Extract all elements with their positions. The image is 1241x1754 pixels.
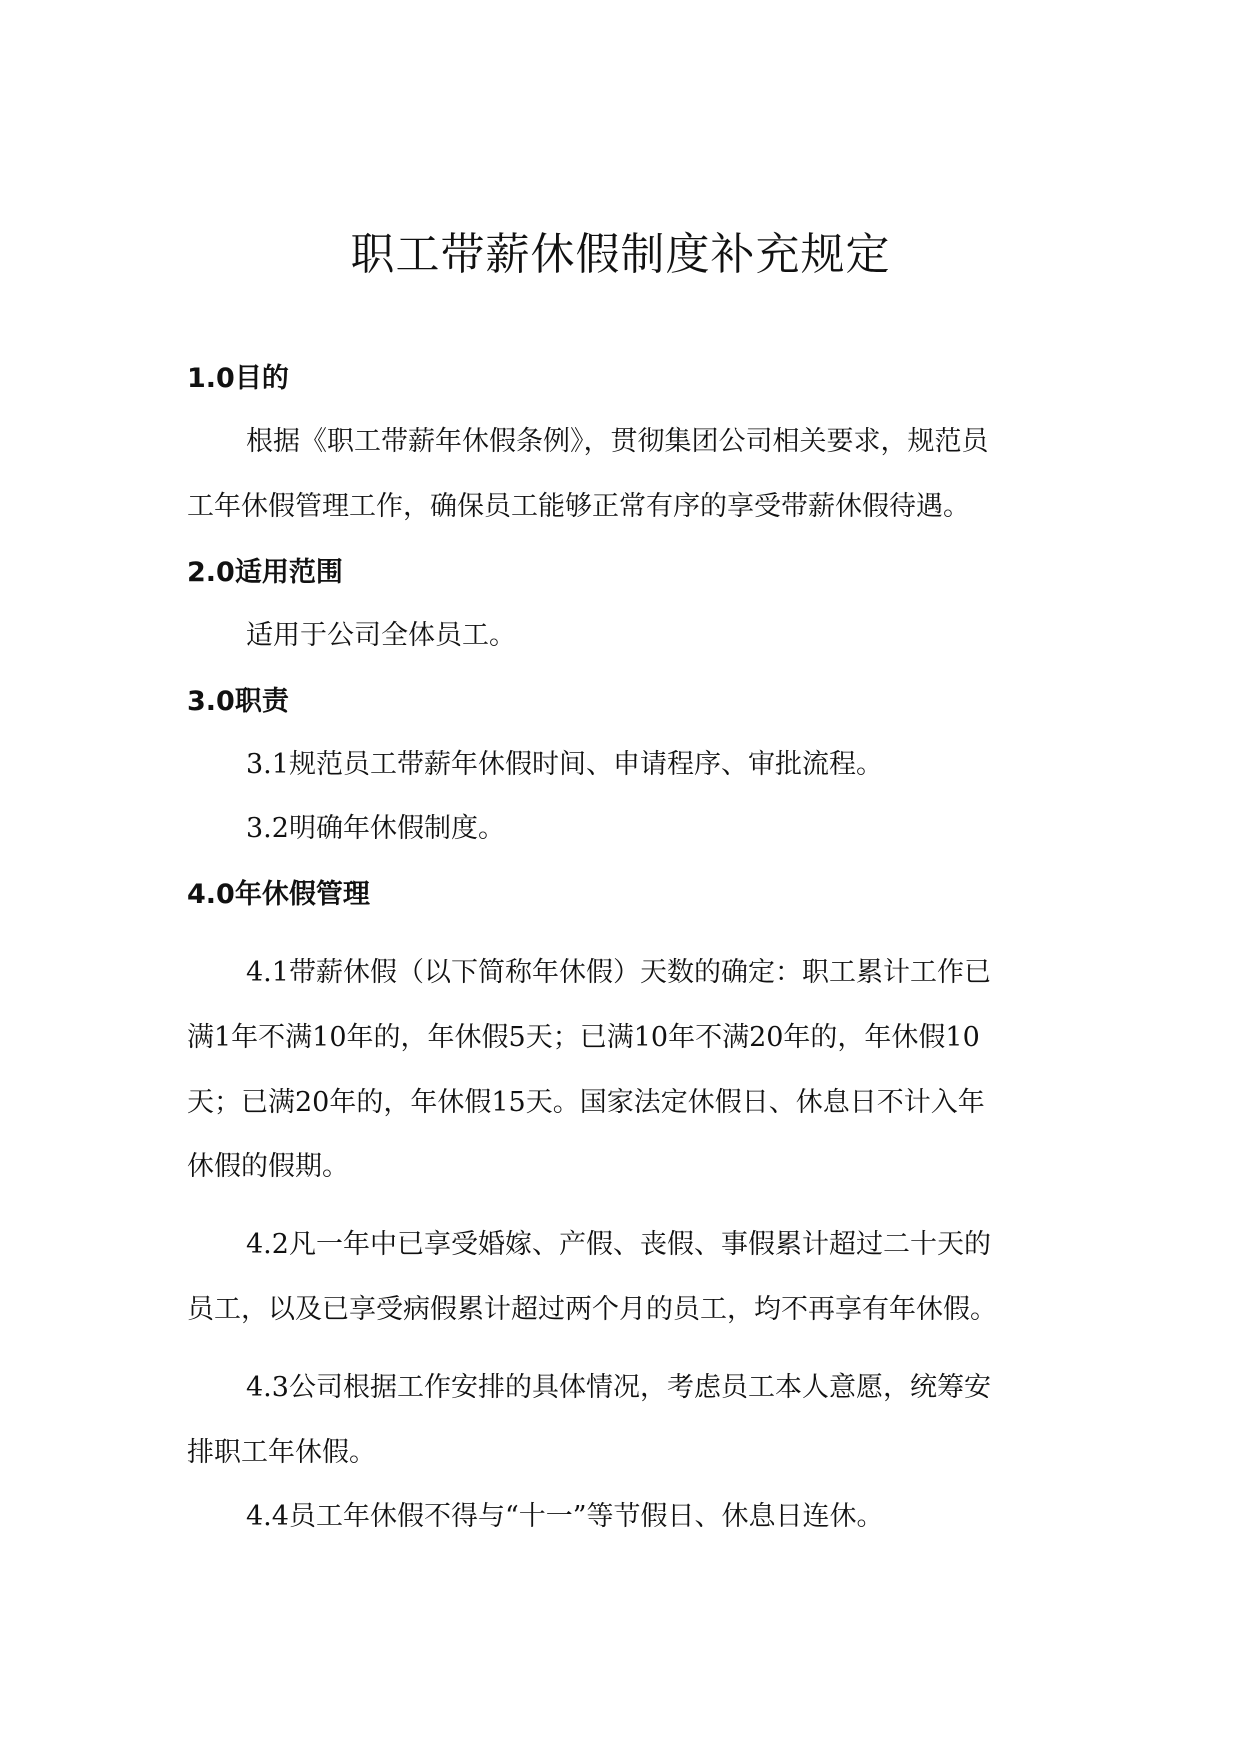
document-title: 职工带薪休假制度补充规定 (350, 229, 891, 280)
section-heading-scope: 2.0适用范围 (187, 557, 343, 588)
paragraph-line: 3.2明确年休假制度。 (246, 813, 505, 844)
section-heading-annual-leave-management: 4.0年休假管理 (187, 879, 370, 910)
paragraph-line: 4.1带薪休假（以下简称年休假）天数的确定：职工累计工作已 (246, 957, 991, 988)
paragraph-line: 员工，以及已享受病假累计超过两个月的员工，均不再享有年休假。 (187, 1294, 997, 1325)
paragraph-line: 休假的假期。 (187, 1151, 349, 1182)
paragraph-line: 工年休假管理工作，确保员工能够正常有序的享受带薪休假待遇。 (187, 491, 970, 522)
paragraph-line: 天；已满20年的，年休假15天。国家法定休假日、休息日不计入年 (187, 1087, 985, 1118)
paragraph-line: 4.3公司根据工作安排的具体情况，考虑员工本人意愿，统筹安 (246, 1372, 991, 1403)
paragraph-line: 满1年不满10年的，年休假5天；已满10年不满20年的，年休假10 (187, 1022, 980, 1053)
section-heading-purpose: 1.0目的 (187, 363, 289, 394)
paragraph-line: 3.1规范员工带薪年休假时间、申请程序、审批流程。 (246, 749, 883, 780)
paragraph-line: 适用于公司全体员工。 (246, 620, 516, 651)
paragraph-line: 根据《职工带薪年休假条例》，贯彻集团公司相关要求，规范员 (246, 426, 989, 457)
paragraph-line: 4.2凡一年中已享受婚嫁、产假、丧假、事假累计超过二十天的 (246, 1229, 991, 1260)
paragraph-line: 排职工年休假。 (187, 1437, 376, 1468)
paragraph-line: 4.4员工年休假不得与“十一”等节假日、休息日连休。 (246, 1501, 884, 1532)
section-heading-responsibilities: 3.0职责 (187, 686, 289, 717)
